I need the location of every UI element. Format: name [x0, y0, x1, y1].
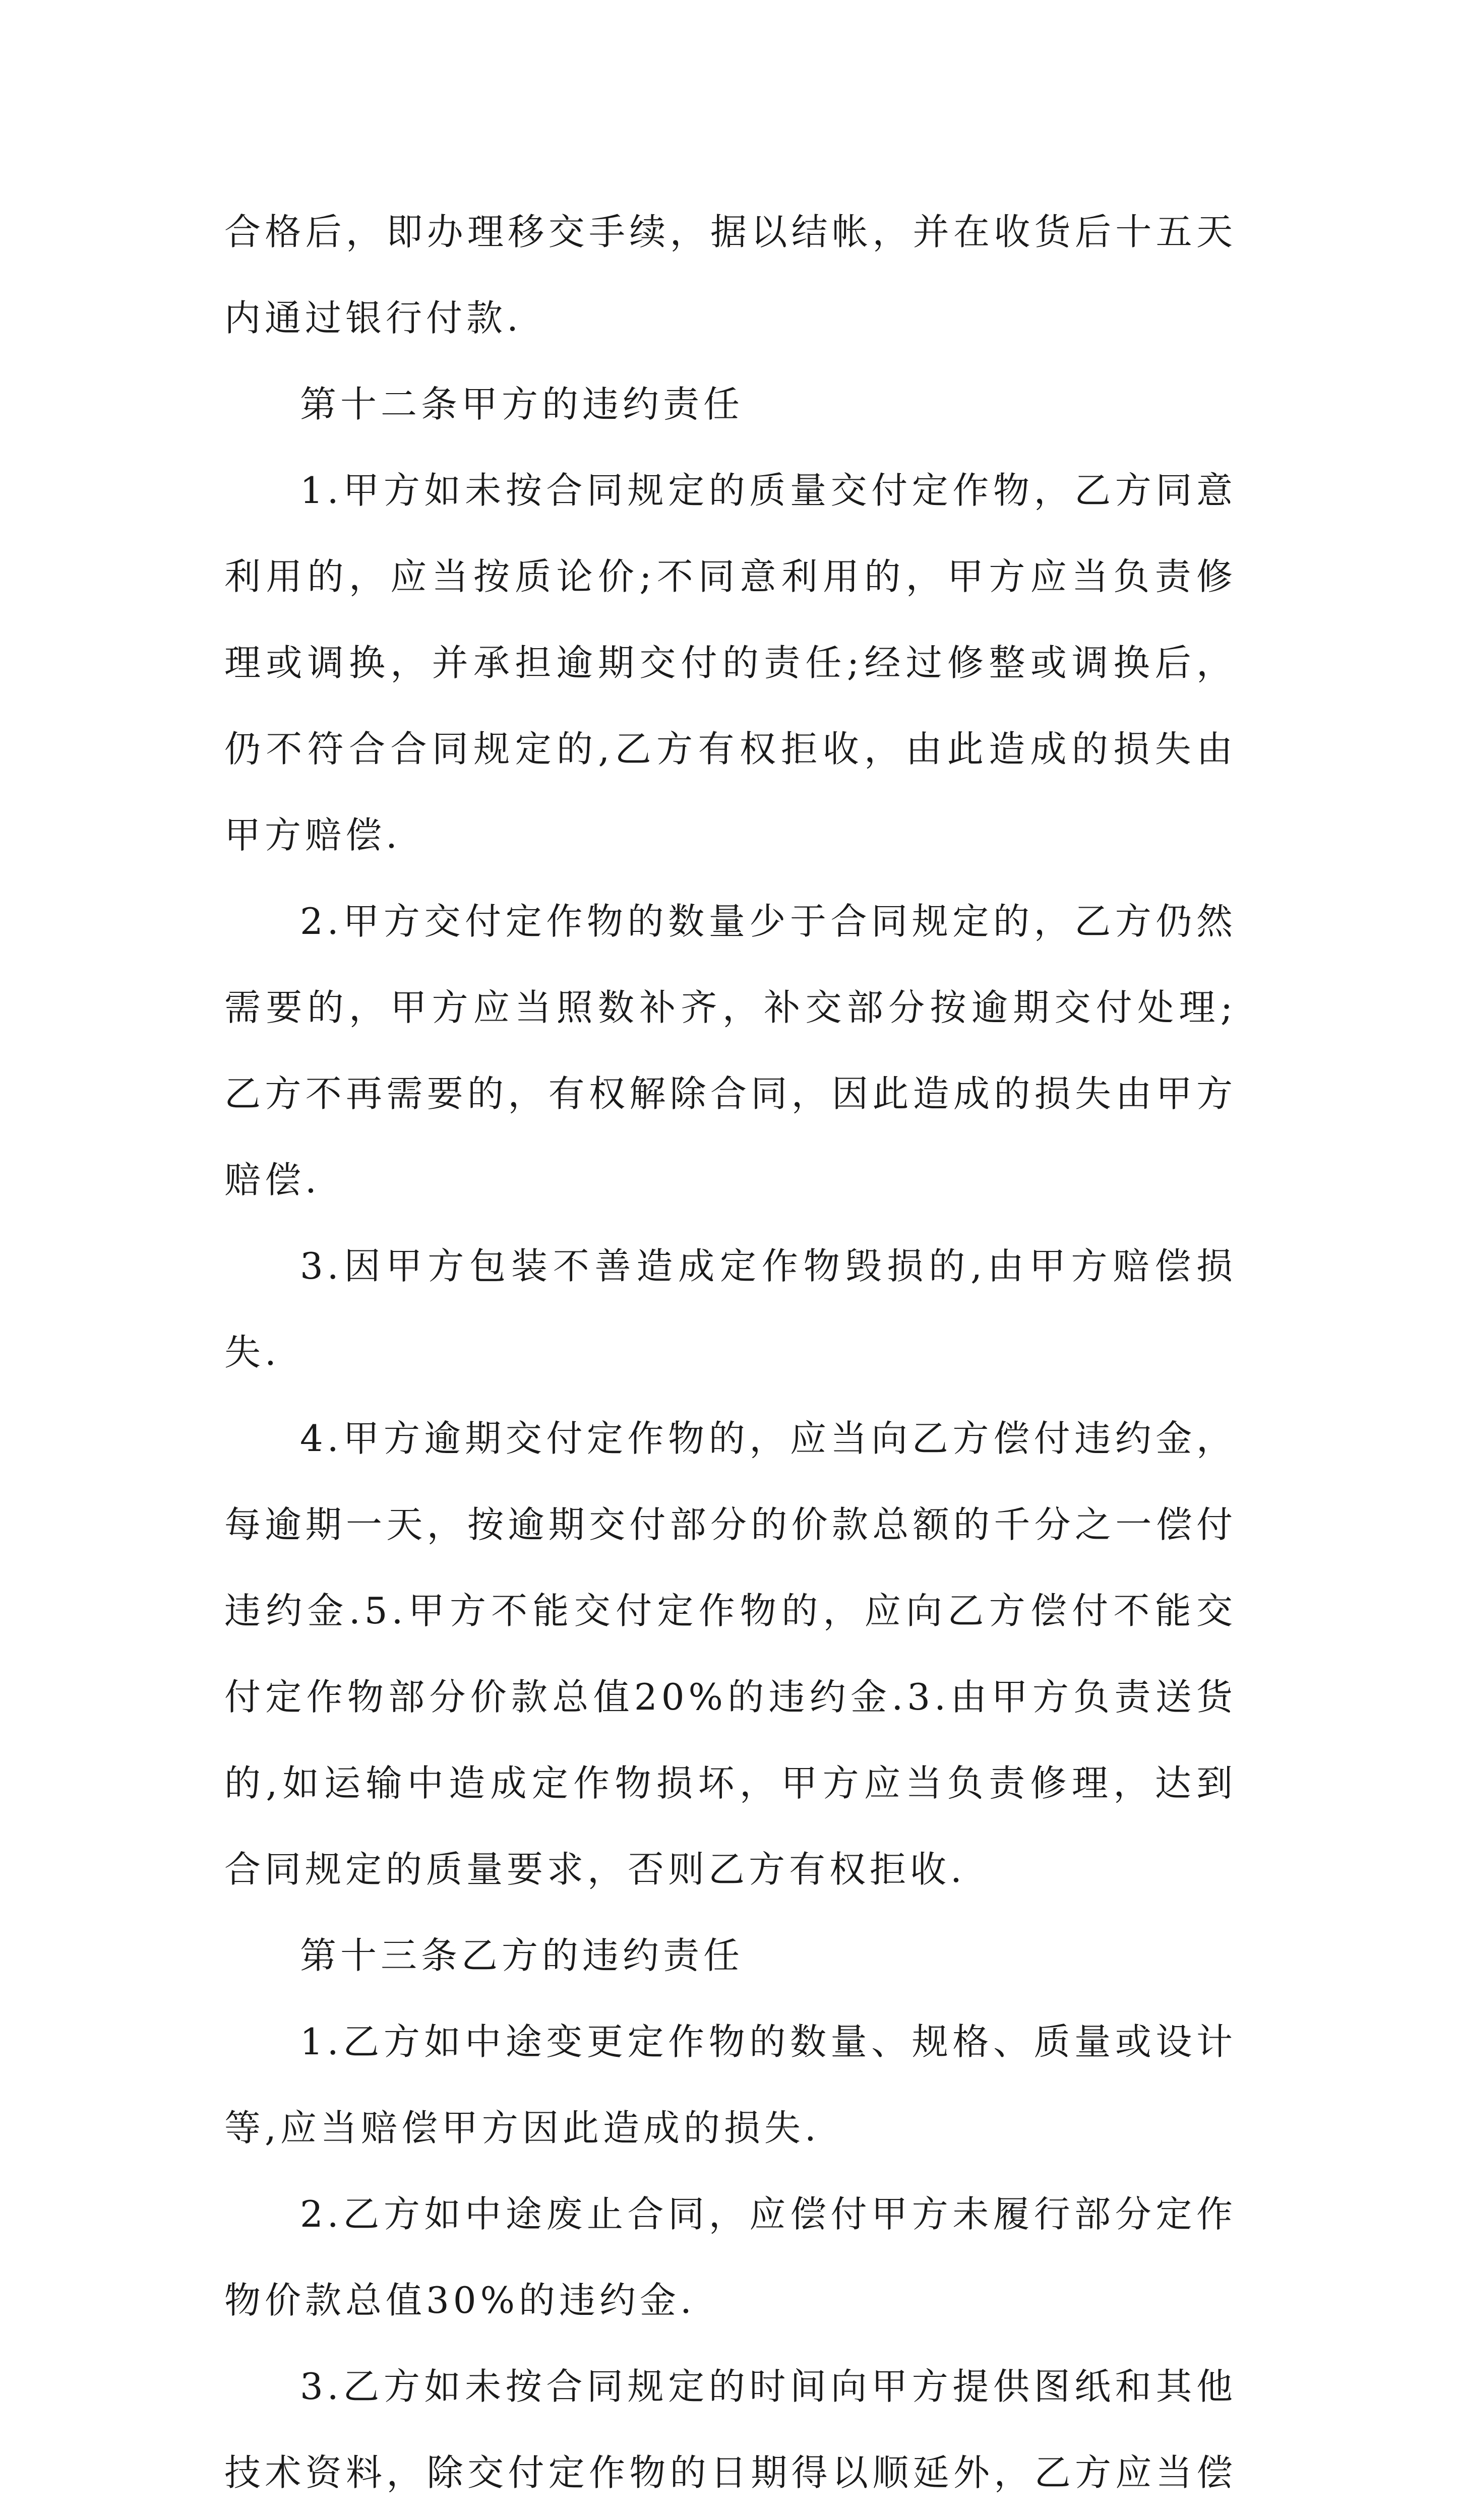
paragraph-article-13-item-1: 1.乙方如中途变更定作物的数量、规格、质量或设计等,应当赔偿甲方因此造成的损失.	[224, 2021, 1237, 2149]
heading-article-12: 第十二条甲方的违约责任	[300, 383, 744, 425]
paragraph-article-12-item-4: 4.甲方逾期交付定作物的，应当向乙方偿付违约金，每逾期一天，按逾期交付部分的价款总额的千分之一偿付违约金.5.甲方不能交付定作物的，应向乙方偿付不能交付定作物部分价款总值20%的违约金.3.由甲方负责送货的,如运输中造成定作物损坏，甲方应当负责修理，达到合同规定的质量要求，否则乙方有权拒收.	[224, 1417, 1237, 1891]
paragraph-article-12-item-3: 3.因甲方包装不善造成定作物毁损的,由甲方赔偿损失.	[224, 1245, 1237, 1373]
paragraph-article-12-item-1: 1.甲方如未按合同规定的质量交付定作物，乙方同意利用的，应当按质论价;不同意利用的，甲方应当负责修理或调换，并承担逾期交付的责任;经过修整或调换后，仍不符合合同规定的,乙方有权拒收，由此造成的损失由甲方赔偿.	[224, 469, 1237, 856]
paragraph-payment-terms: 合格后，即办理移交手续，据以结帐，并在收货后十五天内通过银行付款.	[224, 211, 1237, 339]
heading-article-13: 第十三条乙方的违约责任	[300, 1934, 744, 1977]
contract-body-text	[224, 189, 1237, 2520]
paragraph-article-12-item-2: 2.甲方交付定作物的数量少于合同规定的，乙方仍然需要的，甲方应当照数补齐，补交部分按逾期交付处理;乙方不再需要的，有权解除合同，因此造成的损失由甲方赔偿.	[224, 900, 1237, 1201]
paragraph-article-13-item-3: 3.乙方如未按合同规定的时间向甲方提供图纸和其他技术资料，除交付定作物的日期得以顺延外，乙方应当偿	[224, 2365, 1237, 2494]
paragraph-article-13-item-2: 2.乙方如中途废止合同，应偿付甲方未履行部分定作物价款总值30%的违约金.	[224, 2193, 1237, 2321]
